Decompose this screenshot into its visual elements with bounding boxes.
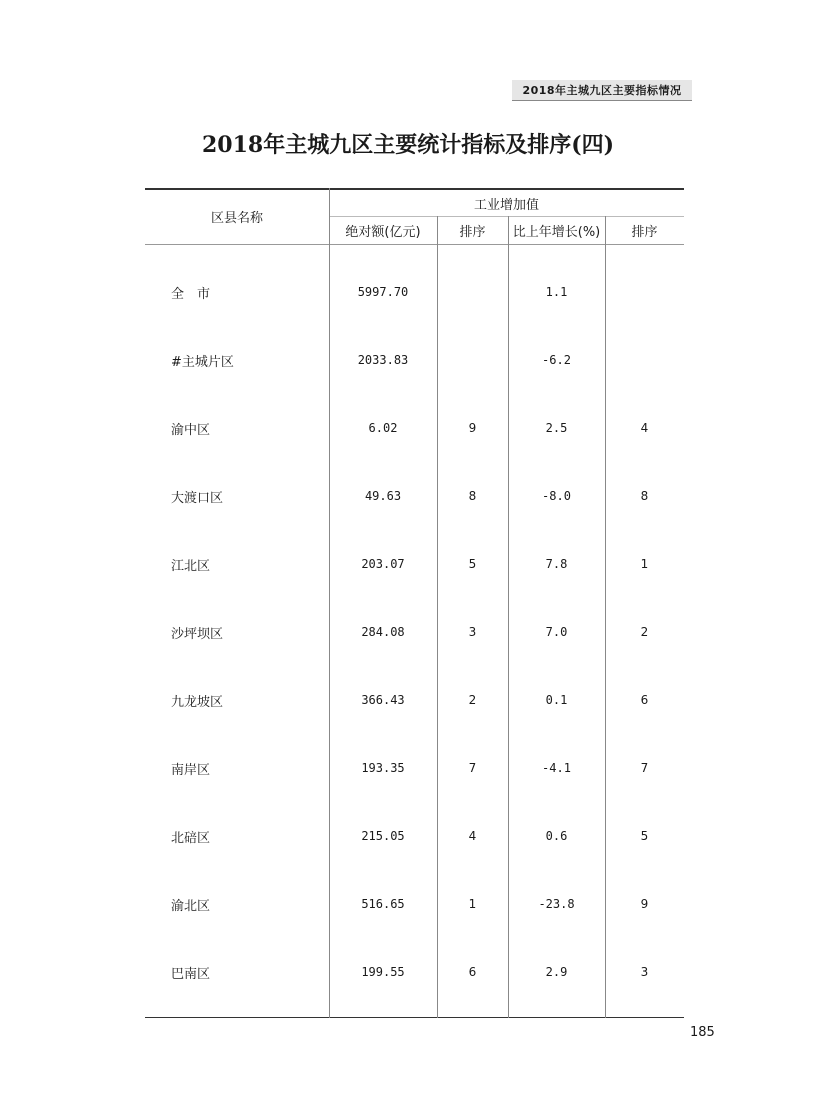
absolute-value-cell: 199.55 xyxy=(361,965,405,979)
growth-rank-cell: 2 xyxy=(640,625,649,639)
district-name-cell: 南岸区 xyxy=(171,762,211,778)
absolute-value-cell: 215.05 xyxy=(361,829,405,843)
growth-rank-cell: 5 xyxy=(640,829,649,843)
rank-cell: 7 xyxy=(468,761,477,775)
district-name-cell: 北碚区 xyxy=(171,830,211,846)
table-row xyxy=(145,394,684,462)
growth-cell: -6.2 xyxy=(542,353,571,367)
district-name-cell: 江北区 xyxy=(171,558,211,574)
growth-cell: 2.5 xyxy=(545,421,568,435)
page-title: 2018年主城九区主要统计指标及排序(四) xyxy=(201,132,615,158)
table-row xyxy=(145,938,684,1006)
table-row xyxy=(145,870,684,938)
header-growth: 比上年增长(%) xyxy=(512,225,601,240)
district-name-cell: 渝中区 xyxy=(171,422,211,438)
absolute-value-cell: 366.43 xyxy=(361,693,405,707)
growth-cell: 0.1 xyxy=(545,693,568,707)
district-name-cell: 渝北区 xyxy=(171,898,211,914)
district-name-cell: 沙坪坝区 xyxy=(171,626,224,642)
table-row xyxy=(145,802,684,870)
growth-cell: 2.9 xyxy=(545,965,568,979)
growth-cell: 7.8 xyxy=(545,557,568,571)
table-row xyxy=(145,462,684,530)
header-growth-rank: 排序 xyxy=(631,225,658,240)
rank-cell: 8 xyxy=(468,489,477,503)
growth-rank-cell: 3 xyxy=(640,965,649,979)
section-header-tag: 2018年主城九区主要指标情况 xyxy=(512,80,692,100)
district-name-cell: 九龙坡区 xyxy=(171,694,224,710)
growth-cell: 1.1 xyxy=(545,285,568,299)
table-row xyxy=(145,326,684,394)
absolute-value-cell: 2033.83 xyxy=(357,353,409,367)
district-name-cell: 巴南区 xyxy=(171,966,211,982)
table-row xyxy=(145,598,684,666)
table-row xyxy=(145,258,684,326)
growth-rank-cell xyxy=(605,326,684,394)
growth-rank-cell: 4 xyxy=(640,421,649,435)
table-bottom-rule xyxy=(145,1017,684,1018)
table-row xyxy=(145,530,684,598)
table-header-rule xyxy=(145,244,684,245)
absolute-value-cell: 516.65 xyxy=(361,897,405,911)
growth-rank-cell: 7 xyxy=(640,761,649,775)
growth-rank-cell xyxy=(605,258,684,326)
growth-cell: -23.8 xyxy=(538,897,575,911)
absolute-value-cell: 203.07 xyxy=(361,557,405,571)
header-district-name: 区县名称 xyxy=(210,210,263,226)
header-industrial-value-group: 工业增加值 xyxy=(473,197,539,213)
header-underline xyxy=(512,100,692,101)
absolute-value-cell: 284.08 xyxy=(361,625,405,639)
rank-cell xyxy=(437,326,508,394)
district-name-cell: 全 市 xyxy=(171,286,211,302)
rank-cell: 2 xyxy=(468,693,477,707)
rank-cell: 4 xyxy=(468,829,477,843)
table-row xyxy=(145,734,684,802)
rank-cell xyxy=(437,258,508,326)
growth-cell: 0.6 xyxy=(545,829,568,843)
absolute-value-cell: 49.63 xyxy=(364,489,402,503)
rank-cell: 3 xyxy=(468,625,477,639)
rank-cell: 5 xyxy=(468,557,477,571)
district-name-cell: #主城片区 xyxy=(171,354,234,370)
page-number: 185 xyxy=(690,1025,715,1040)
growth-cell: -4.1 xyxy=(542,761,571,775)
growth-rank-cell: 9 xyxy=(640,897,649,911)
district-name-cell: 大渡口区 xyxy=(171,490,224,506)
absolute-value-cell: 6.02 xyxy=(368,421,398,435)
header-absolute-value: 绝对额(亿元) xyxy=(345,225,421,240)
table-row xyxy=(145,666,684,734)
absolute-value-cell: 5997.70 xyxy=(357,285,409,299)
growth-cell: -8.0 xyxy=(542,489,571,503)
growth-rank-cell: 1 xyxy=(640,557,649,571)
header-rank: 排序 xyxy=(459,225,486,240)
rank-cell: 9 xyxy=(468,421,477,435)
growth-rank-cell: 6 xyxy=(640,693,649,707)
statistics-table xyxy=(145,188,684,1018)
growth-rank-cell: 8 xyxy=(640,489,649,503)
absolute-value-cell: 193.35 xyxy=(361,761,405,775)
growth-cell: 7.0 xyxy=(545,625,568,639)
rank-cell: 6 xyxy=(468,965,477,979)
rank-cell: 1 xyxy=(468,897,477,911)
